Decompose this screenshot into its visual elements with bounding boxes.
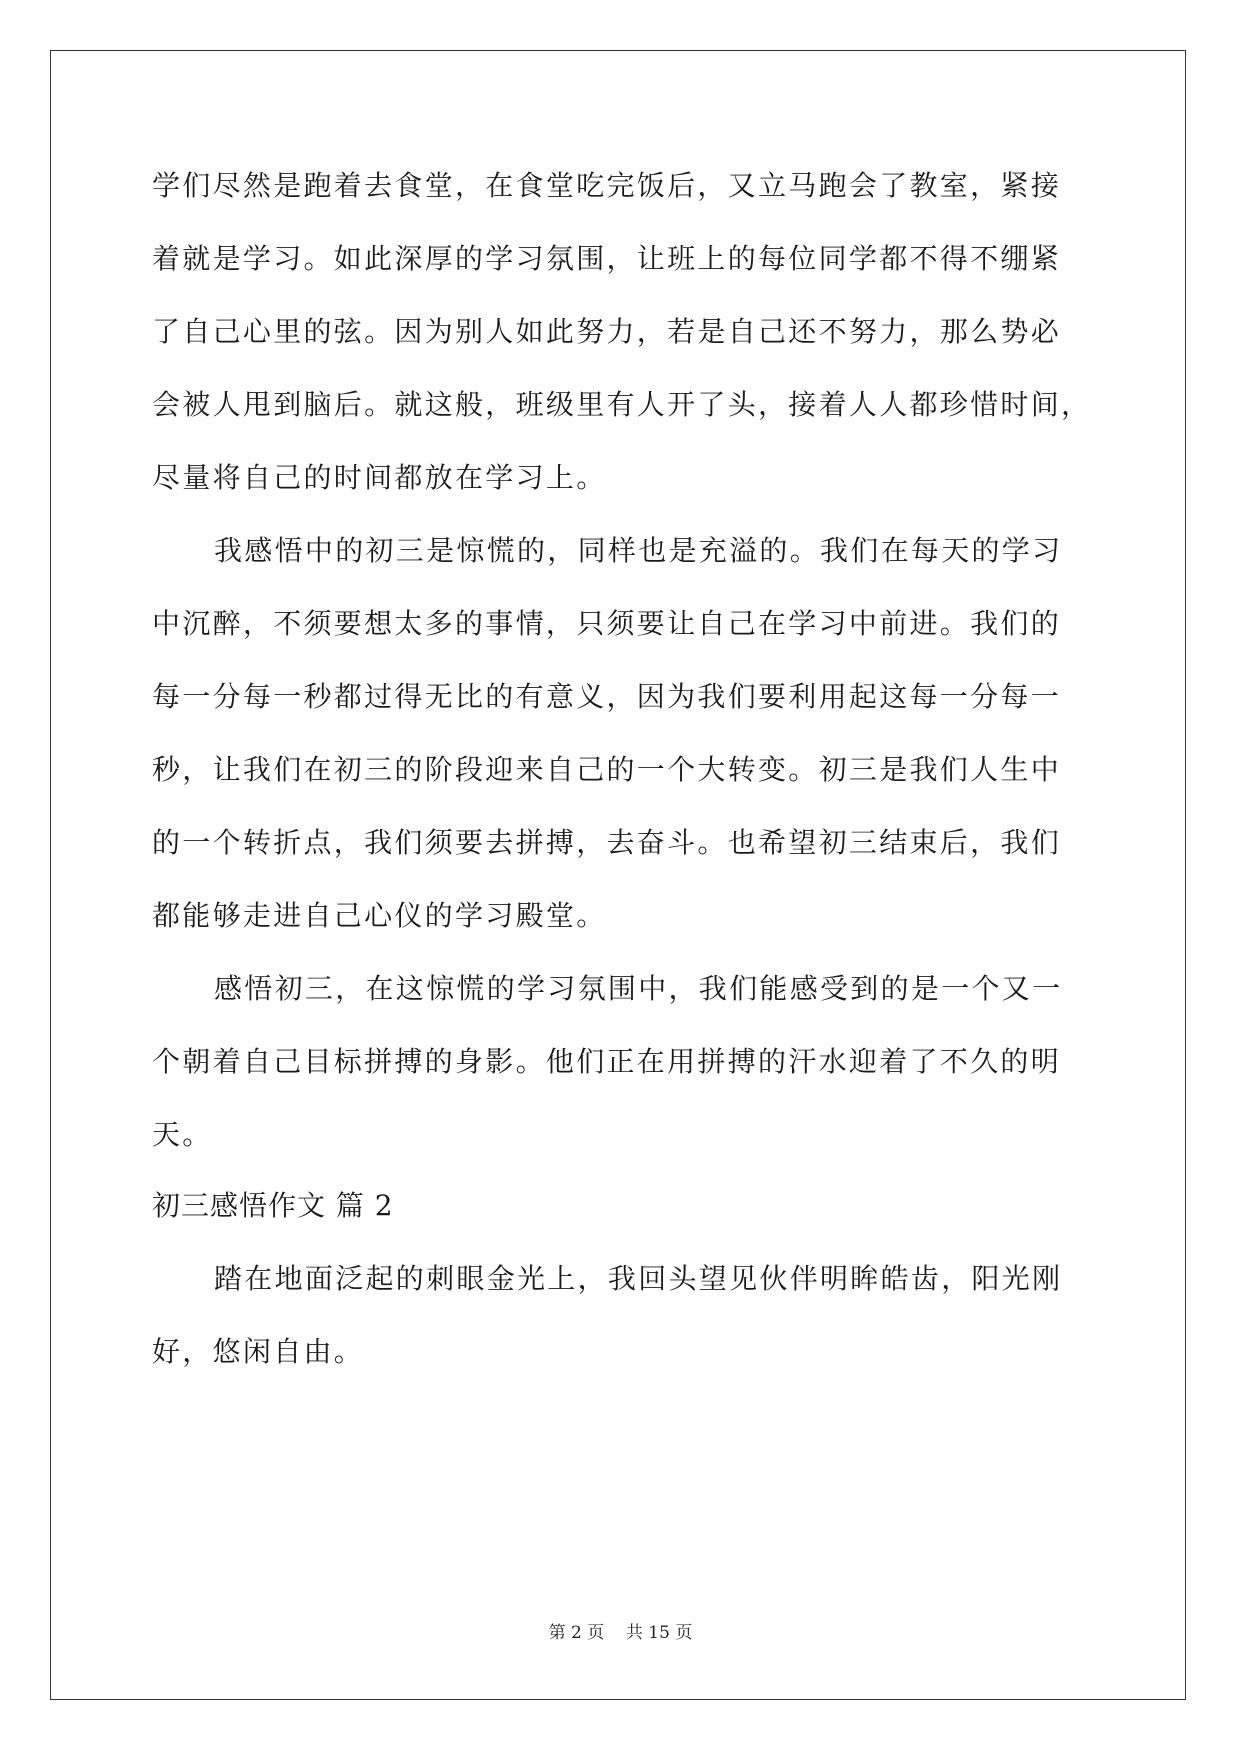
paragraph-2-line-2: 中沉醉，不须要想太多的事情，只须要让自己在学习中前进。我们的	[152, 607, 1062, 640]
page-border	[50, 50, 1186, 1700]
paragraph-4-line-1: 踏在地面泛起的刺眼金光上，我回头望见伙伴明眸皓齿，阳光刚	[214, 1262, 1063, 1295]
paragraph-2-line-5: 的一个转折点，我们须要去拼搏，去奋斗。也希望初三结束后，我们	[152, 826, 1062, 859]
paragraph-2-line-3: 每一分每一秒都过得无比的有意义，因为我们要利用起这每一分每一	[152, 680, 1062, 713]
paragraph-4-line-2: 好，悠闲自由。	[152, 1335, 365, 1368]
paragraph-3-line-2: 个朝着自己目标拼搏的身影。他们正在用拼搏的汗水迎着了不久的明	[152, 1045, 1062, 1078]
paragraph-1-line-1: 学们尽然是跑着去食堂，在食堂吃完饭后，又立马跑会了教室，紧接	[152, 169, 1062, 202]
section-heading: 初三感悟作文 篇 2	[152, 1189, 394, 1222]
paragraph-3-line-3: 天。	[152, 1118, 213, 1151]
paragraph-2-line-6: 都能够走进自己心仪的学习殿堂。	[152, 899, 607, 932]
page-number-footer: 第 2 页 共 15 页	[548, 1623, 693, 1643]
paragraph-1-line-4: 会被人甩到脑后。就这般，班级里有人开了头，接着人人都珍惜时间，	[152, 388, 1092, 421]
paragraph-2-line-4: 秒，让我们在初三的阶段迎来自己的一个大转变。初三是我们人生中	[152, 753, 1062, 786]
paragraph-1-line-3: 了自己心里的弦。因为别人如此努力，若是自己还不努力，那么势必	[152, 315, 1062, 348]
paragraph-1-line-5: 尽量将自己的时间都放在学习上。	[152, 461, 607, 494]
paragraph-2-line-1: 我感悟中的初三是惊慌的，同样也是充溢的。我们在每天的学习	[214, 534, 1063, 567]
paragraph-3-line-1: 感悟初三，在这惊慌的学习氛围中，我们能感受到的是一个又一	[214, 972, 1063, 1005]
paragraph-1-line-2: 着就是学习。如此深厚的学习氛围，让班上的每位同学都不得不绷紧	[152, 242, 1062, 275]
